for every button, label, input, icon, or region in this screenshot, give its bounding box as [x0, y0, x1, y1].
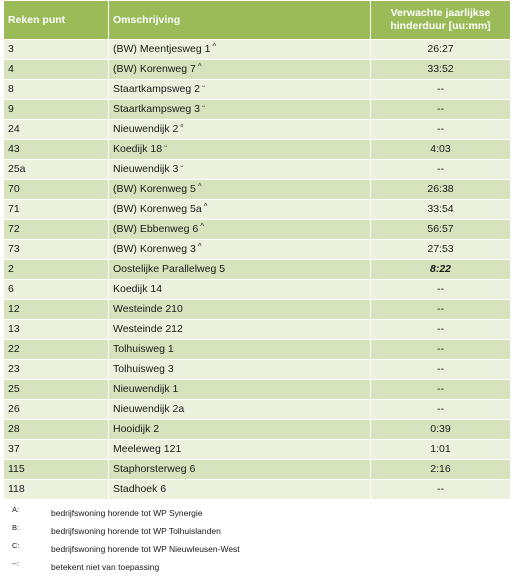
- omschrijving-text: (BW) Korenweg 5a: [113, 203, 202, 215]
- cell-rekenpunt: 73: [4, 240, 109, 260]
- cell-omschrijving: [109, 60, 371, 80]
- cell-rekenpunt: 70: [4, 180, 109, 200]
- cell-rekenpunt: 22: [4, 340, 109, 360]
- cell-hinderduur: 33:52: [371, 60, 511, 80]
- table-header-row: [4, 1, 511, 40]
- table-row: [4, 160, 511, 180]
- cell-rekenpunt: 25a: [4, 160, 109, 180]
- legend-item: [12, 542, 502, 556]
- header-hinderduur: Verwachte jaarlijkse hinderduur [uu:mm]: [371, 1, 511, 40]
- cell-omschrijving: [109, 300, 371, 320]
- cell-hinderduur: 4:03: [371, 140, 511, 160]
- omschrijving-text: Koedijk 14: [113, 283, 163, 295]
- cell-hinderduur: --: [371, 400, 511, 420]
- cell-rekenpunt: 2: [4, 260, 109, 280]
- cell-rekenpunt: 37: [4, 440, 109, 460]
- omschrijving-text: Koedijk 18: [113, 143, 163, 155]
- cell-rekenpunt: 6: [4, 280, 109, 300]
- cell-hinderduur: 8:22: [371, 260, 511, 280]
- legend-text: bedrijfswoning horende tot WP Synergie: [51, 508, 203, 518]
- omschrijving-text: Nieuwendijk 2: [113, 123, 179, 135]
- cell-omschrijving: [109, 100, 371, 120]
- table-row: [4, 200, 511, 220]
- table-row: [4, 480, 511, 500]
- cell-hinderduur: 26:38: [371, 180, 511, 200]
- footnote-mark: ᵕ: [201, 82, 205, 91]
- header-rekenpunt: Reken punt: [4, 1, 109, 40]
- cell-hinderduur: 0:39: [371, 420, 511, 440]
- omschrijving-text: Nieuwendijk 2a: [113, 403, 185, 415]
- cell-omschrijving: [109, 360, 371, 380]
- footnote-mark: ^: [197, 182, 202, 191]
- footnote-mark: ^: [197, 242, 202, 251]
- legend-text: bedrijfswoning horende tot WP Tolhuislanden: [51, 526, 221, 536]
- cell-rekenpunt: 3: [4, 40, 109, 60]
- omschrijving-text: Tolhuisweg 1: [113, 343, 174, 355]
- cell-omschrijving: [109, 160, 371, 180]
- cell-omschrijving: [109, 80, 371, 100]
- cell-omschrijving: [109, 260, 371, 280]
- legend-item: [12, 560, 502, 574]
- table-row: [4, 240, 511, 260]
- cell-omschrijving: [109, 240, 371, 260]
- cell-hinderduur: 26:27: [371, 40, 511, 60]
- legend-key: B:: [12, 523, 20, 532]
- cell-rekenpunt: 13: [4, 320, 109, 340]
- cell-hinderduur: --: [371, 480, 511, 500]
- omschrijving-text: Westeinde 212: [113, 323, 183, 335]
- legend-text: betekent niet van toepassing: [51, 562, 160, 572]
- cell-omschrijving: [109, 220, 371, 240]
- cell-hinderduur: --: [371, 100, 511, 120]
- cell-hinderduur: 33:54: [371, 200, 511, 220]
- table-body: [4, 40, 511, 500]
- cell-omschrijving: [109, 340, 371, 360]
- cell-hinderduur: 56:57: [371, 220, 511, 240]
- cell-rekenpunt: 115: [4, 460, 109, 480]
- cell-rekenpunt: 118: [4, 480, 109, 500]
- table-row: [4, 460, 511, 480]
- table-row: [4, 440, 511, 460]
- omschrijving-text: Staphorsterweg 6: [113, 463, 196, 475]
- omschrijving-text: Meeleweg 121: [113, 443, 182, 455]
- legend-item: [12, 506, 502, 520]
- omschrijving-text: Staartkampsweg 2: [113, 83, 200, 95]
- footnote-mark: ^: [212, 42, 217, 51]
- table-row: [4, 60, 511, 80]
- table-row: [4, 220, 511, 240]
- table-row: [4, 120, 511, 140]
- cell-rekenpunt: 12: [4, 300, 109, 320]
- footnote-mark: ᵕ: [201, 102, 205, 111]
- cell-omschrijving: [109, 180, 371, 200]
- cell-hinderduur: --: [371, 160, 511, 180]
- cell-omschrijving: [109, 380, 371, 400]
- cell-rekenpunt: 28: [4, 420, 109, 440]
- omschrijving-text: (BW) Korenweg 3: [113, 243, 196, 255]
- cell-rekenpunt: 26: [4, 400, 109, 420]
- hinderduur-table: [3, 0, 511, 500]
- cell-rekenpunt: 23: [4, 360, 109, 380]
- footnote-mark: ^: [197, 62, 202, 71]
- cell-hinderduur: 27:53: [371, 240, 511, 260]
- table-row: [4, 340, 511, 360]
- footnote-mark: ᵕ: [164, 142, 168, 151]
- legend-key: --:: [12, 559, 20, 568]
- cell-hinderduur: 2:16: [371, 460, 511, 480]
- table-row: [4, 100, 511, 120]
- footnote-mark: ᵕ: [180, 162, 184, 171]
- cell-rekenpunt: 43: [4, 140, 109, 160]
- table-row: [4, 320, 511, 340]
- table-row: [4, 400, 511, 420]
- legend-key: A:: [12, 505, 20, 514]
- cell-rekenpunt: 71: [4, 200, 109, 220]
- cell-hinderduur: --: [371, 300, 511, 320]
- omschrijving-text: Nieuwendijk 1: [113, 383, 179, 395]
- cell-rekenpunt: 9: [4, 100, 109, 120]
- cell-rekenpunt: 72: [4, 220, 109, 240]
- cell-hinderduur: --: [371, 360, 511, 380]
- omschrijving-text: (BW) Meentjesweg 1: [113, 43, 211, 55]
- cell-hinderduur: --: [371, 280, 511, 300]
- cell-hinderduur: --: [371, 80, 511, 100]
- omschrijving-text: (BW) Korenweg 7: [113, 63, 196, 75]
- cell-omschrijving: [109, 480, 371, 500]
- omschrijving-text: Staartkampsweg 3: [113, 103, 200, 115]
- omschrijving-text: Westeinde 210: [113, 303, 183, 315]
- omschrijving-text: Hooidijk 2: [113, 423, 160, 435]
- cell-omschrijving: [109, 200, 371, 220]
- cell-hinderduur: 1:01: [371, 440, 511, 460]
- cell-omschrijving: [109, 120, 371, 140]
- cell-omschrijving: [109, 420, 371, 440]
- legend-item: [12, 524, 502, 538]
- cell-omschrijving: [109, 40, 371, 60]
- cell-rekenpunt: 8: [4, 80, 109, 100]
- table-row: [4, 380, 511, 400]
- cell-omschrijving: [109, 320, 371, 340]
- header-omschrijving: Omschrijving: [109, 1, 371, 40]
- cell-omschrijving: [109, 440, 371, 460]
- omschrijving-text: Stadhoek 6: [113, 483, 167, 495]
- footnote-mark: ^: [203, 202, 208, 211]
- table-row: [4, 300, 511, 320]
- omschrijving-text: Tolhuisweg 3: [113, 363, 174, 375]
- cell-rekenpunt: 24: [4, 120, 109, 140]
- cell-hinderduur: --: [371, 120, 511, 140]
- table-row: [4, 260, 511, 280]
- cell-hinderduur: --: [371, 340, 511, 360]
- omschrijving-text: (BW) Ebbenweg 6: [113, 223, 199, 235]
- legend-key: C:: [12, 541, 20, 550]
- cell-omschrijving: [109, 140, 371, 160]
- cell-omschrijving: [109, 280, 371, 300]
- cell-rekenpunt: 25: [4, 380, 109, 400]
- table-row: [4, 180, 511, 200]
- table-row: [4, 280, 511, 300]
- table-row: [4, 80, 511, 100]
- table-row: [4, 420, 511, 440]
- omschrijving-text: Oostelijke Parallelweg 5: [113, 263, 226, 275]
- table-row: [4, 140, 511, 160]
- footnote-mark: ^: [200, 222, 204, 231]
- footnote-mark: ᵒ: [180, 122, 184, 131]
- cell-omschrijving: [109, 460, 371, 480]
- cell-hinderduur: --: [371, 320, 511, 340]
- cell-hinderduur: --: [371, 380, 511, 400]
- legend-text: bedrijfswoning horende tot WP Nieuwleusen-West: [51, 544, 240, 554]
- table-row: [4, 360, 511, 380]
- cell-rekenpunt: 4: [4, 60, 109, 80]
- omschrijving-text: (BW) Korenweg 5: [113, 183, 196, 195]
- omschrijving-text: Nieuwendijk 3: [113, 163, 179, 175]
- table-row: [4, 40, 511, 60]
- cell-omschrijving: [109, 400, 371, 420]
